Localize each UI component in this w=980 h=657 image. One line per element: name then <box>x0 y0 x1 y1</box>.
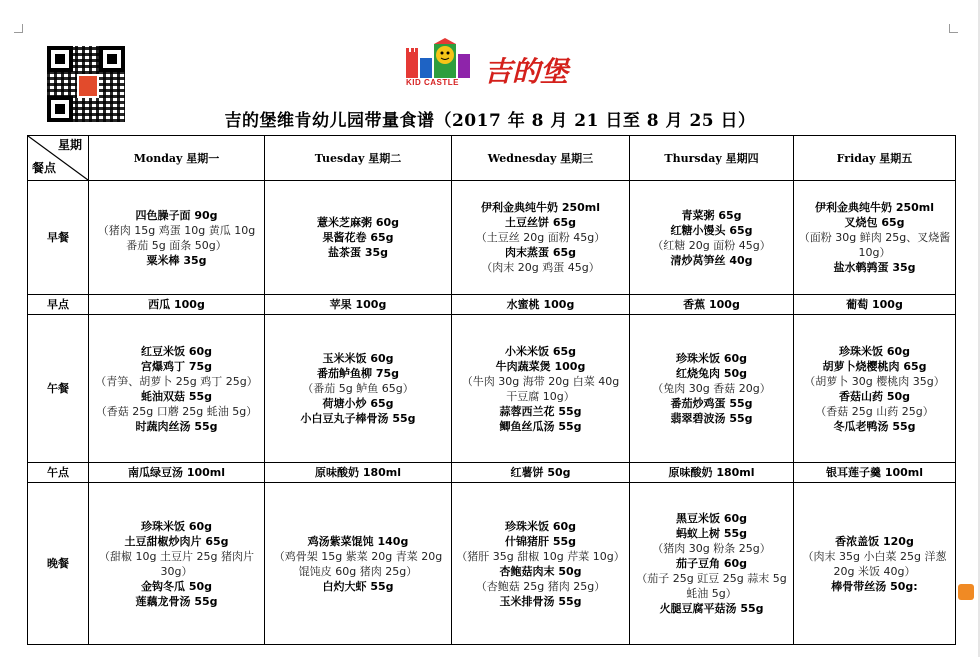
dish-name: 棒骨带丝汤 50g: <box>831 579 918 593</box>
qr-center-logo <box>77 74 99 98</box>
dish-name: 南瓜绿豆汤 100ml <box>127 466 226 479</box>
dish-name: 鸡汤紫菜馄饨 140g <box>307 534 409 548</box>
ingredient-note: （土豆丝 20g 面粉 45g） <box>475 231 606 244</box>
dish-name: 冬瓜老鸭汤 55g <box>833 419 916 433</box>
dish-name: 肉末蒸蛋 65g <box>504 246 576 259</box>
ingredient-note: （胡萝卜 30g 樱桃肉 35g） <box>804 374 945 388</box>
corner-label-weekday: 星期 <box>57 138 82 152</box>
dish-name: 薏米芝麻粥 60g <box>316 216 399 229</box>
meal-row <box>28 315 956 463</box>
dish-name: 土豆甜椒炒肉片 65g <box>124 534 229 548</box>
dish-name: 红薯饼 50g <box>510 466 571 479</box>
dish-name: 粟米棒 35g <box>146 253 207 267</box>
corner-label-meal: 餐点 <box>32 161 57 175</box>
ingredient-note: （面粉 30g 鲜肉 25g、叉烧酱 10g） <box>798 231 951 259</box>
dish-name: 时蔬肉丝汤 55g <box>135 419 218 433</box>
meal-row <box>28 483 956 645</box>
meal-label: 午点 <box>28 463 89 483</box>
dish-name: 银耳莲子羹 100ml <box>825 466 924 479</box>
menu-cell <box>794 483 956 645</box>
dish-name: 原味酸奶 180ml <box>668 466 755 479</box>
dish-name: 番茄炒鸡蛋 55g <box>670 397 753 410</box>
dish-name: 伊利金典纯牛奶 250ml <box>480 201 601 214</box>
menu-cell <box>452 483 630 645</box>
dish-name: 黑豆米饭 60g <box>675 512 747 525</box>
menu-cell <box>89 181 265 295</box>
dish-name: 叉烧包 65g <box>844 216 905 229</box>
page-corner-mark-left <box>14 24 23 33</box>
day-header: Wednesday 星期三 <box>452 136 630 181</box>
menu-cell <box>265 463 452 483</box>
dish-name: 原味酸奶 180ml <box>314 466 402 479</box>
menu-cell <box>630 181 794 295</box>
meal-row <box>28 181 956 295</box>
meal-row <box>28 295 956 315</box>
dish-name: 牛肉蔬菜煲 100g <box>495 359 586 373</box>
ingredient-note: （杏鲍菇 25g 猪肉 25g） <box>475 579 606 593</box>
dish-name: 红豆米饭 60g <box>140 344 212 358</box>
dish-name: 火腿豆腐平菇汤 55g <box>659 602 764 615</box>
day-header: Monday 星期一 <box>89 136 265 181</box>
logo-english-text: KID CASTLE <box>406 78 459 87</box>
dish-name: 青菜粥 65g <box>681 208 742 222</box>
menu-cell <box>452 463 630 483</box>
ingredient-note: （香菇 25g 山药 25g） <box>815 404 934 418</box>
dish-name: 蒜蓉西兰花 55g <box>499 404 582 418</box>
menu-cell <box>265 295 452 315</box>
dish-name: 盐水鹌鹑蛋 35g <box>833 261 916 274</box>
day-header: Tuesday 星期二 <box>265 136 452 181</box>
ingredient-note: （猪肉 30g 粉条 25g） <box>652 542 771 555</box>
ingredient-note: （肉末 20g 鸡蛋 45g） <box>481 261 600 274</box>
dish-name: 玉米排骨汤 55g <box>499 594 582 608</box>
menu-cell <box>89 295 265 315</box>
meal-label: 早点 <box>28 295 89 315</box>
dish-name: 杏鲍菇肉末 50g <box>499 564 582 578</box>
menu-cell <box>452 181 630 295</box>
weekly-menu-table <box>27 135 956 645</box>
dish-name: 白灼大虾 55g <box>322 579 394 593</box>
menu-cell <box>794 463 956 483</box>
ingredient-note: （兔肉 30g 香菇 20g） <box>652 382 771 395</box>
dish-name: 小米米饭 65g <box>504 344 576 358</box>
menu-cell <box>89 483 265 645</box>
dish-name: 伊利金典纯牛奶 250ml <box>814 201 935 214</box>
dish-name: 鲫鱼丝瓜汤 55g <box>499 419 582 433</box>
side-tool-icon[interactable] <box>958 584 974 600</box>
dish-name: 水蜜桃 100g <box>506 298 575 311</box>
dish-name: 荷塘小炒 65g <box>322 397 394 410</box>
meal-label: 午餐 <box>28 315 89 463</box>
dish-name: 苹果 100g <box>329 298 387 311</box>
ingredient-note: （番茄 5g 鲈鱼 65g） <box>302 382 414 395</box>
menu-cell <box>452 295 630 315</box>
menu-cell <box>794 295 956 315</box>
dish-name: 葡萄 100g <box>846 298 903 311</box>
dish-name: 果酱花卷 65g <box>322 231 394 244</box>
dish-name: 土豆丝饼 65g <box>504 216 576 229</box>
dish-name: 金钩冬瓜 50g <box>140 579 212 593</box>
menu-cell <box>630 463 794 483</box>
menu-cell <box>265 315 452 463</box>
dish-name: 香浓盖饭 120g <box>835 534 914 548</box>
dish-name: 清炒莴笋丝 40g <box>670 253 753 267</box>
dish-name: 宫爆鸡丁 75g <box>140 359 212 373</box>
dish-name: 珍珠米饭 60g <box>838 344 910 358</box>
day-header: Friday 星期五 <box>794 136 956 181</box>
ingredient-note: （茄子 25g 豇豆 25g 蒜末 5g 蚝油 5g） <box>636 572 787 600</box>
dish-name: 香蕉 100g <box>683 298 740 311</box>
menu-cell <box>89 315 265 463</box>
ingredient-note: （甜椒 10g 土豆片 25g 猪肉片 30g） <box>99 549 254 578</box>
dish-name: 西瓜 100g <box>148 298 205 311</box>
meal-label: 早餐 <box>28 181 89 295</box>
ingredient-note: （猪肉 15g 鸡蛋 10g 黄瓜 10g 番茄 5g 面条 50g） <box>97 223 256 252</box>
ingredient-note: （红糖 20g 面粉 45g） <box>652 238 771 252</box>
menu-cell <box>794 181 956 295</box>
dish-name: 红糖小馒头 65g <box>670 223 753 237</box>
dish-name: 蚝油双菇 55g <box>140 389 212 403</box>
ingredient-note: （猪肝 35g 甜椒 10g 芹菜 10g） <box>456 549 625 563</box>
menu-cell <box>452 315 630 463</box>
dish-name: 胡萝卜烧樱桃肉 65g <box>822 359 927 373</box>
ingredient-note: （青笋、胡萝卜 25g 鸡丁 25g） <box>95 374 258 388</box>
menu-cell <box>630 315 794 463</box>
day-header: Thursday 星期四 <box>630 136 794 181</box>
menu-cell <box>630 483 794 645</box>
qr-finder <box>99 46 125 72</box>
menu-cell <box>794 315 956 463</box>
meal-row <box>28 463 956 483</box>
dish-name: 玉米米饭 60g <box>322 352 394 365</box>
dish-name: 翡翠碧波汤 55g <box>670 412 753 425</box>
menu-cell <box>89 463 265 483</box>
menu-cell <box>630 295 794 315</box>
menu-cell <box>265 483 452 645</box>
dish-name: 蚂蚁上树 55g <box>675 527 747 540</box>
dish-name: 番茄鲈鱼柳 75g <box>316 367 399 380</box>
logo-chinese-text: 吉的堡 <box>484 55 569 88</box>
menu-cell <box>265 181 452 295</box>
meal-label: 晚餐 <box>28 483 89 645</box>
dish-name: 茄子豆角 60g <box>675 557 747 570</box>
dish-name: 红烧兔肉 50g <box>675 367 747 380</box>
dish-name: 四色臊子面 90g <box>135 208 218 222</box>
dish-name: 珍珠米饭 60g <box>140 519 212 533</box>
dish-name: 珍珠米饭 60g <box>675 352 747 365</box>
dish-name: 莲藕龙骨汤 55g <box>135 594 218 608</box>
dish-name: 珍珠米饭 60g <box>504 519 576 533</box>
page-title: 吉的堡维肯幼儿园带量食谱（2017 年 8 月 21 日至 8 月 25 日） <box>224 111 756 131</box>
ingredient-note: （鸡骨架 15g 紫菜 20g 青菜 20g 馄饨皮 60g 猪肉 25g） <box>273 549 443 578</box>
ingredient-note: （肉末 35g 小白菜 25g 洋葱 20g 米饭 40g） <box>802 549 947 578</box>
page-corner-mark-right <box>949 24 958 33</box>
corner-header-cell <box>28 136 89 181</box>
dish-name: 什锦猪肝 55g <box>504 534 576 548</box>
qr-finder <box>47 46 73 72</box>
dish-name: 香菇山药 50g <box>838 389 910 403</box>
dish-name: 小白豆丸子棒骨汤 55g <box>300 412 416 425</box>
castle-icon <box>404 38 474 80</box>
header-row <box>28 136 956 181</box>
ingredient-note: （香菇 25g 口蘑 25g 蚝油 5g） <box>95 404 258 418</box>
ingredient-note: （牛肉 30g 海带 20g 白菜 40g 干豆腐 10g） <box>461 374 620 403</box>
dish-name: 盐茶蛋 35g <box>327 246 388 259</box>
kid-castle-logo <box>404 38 594 88</box>
